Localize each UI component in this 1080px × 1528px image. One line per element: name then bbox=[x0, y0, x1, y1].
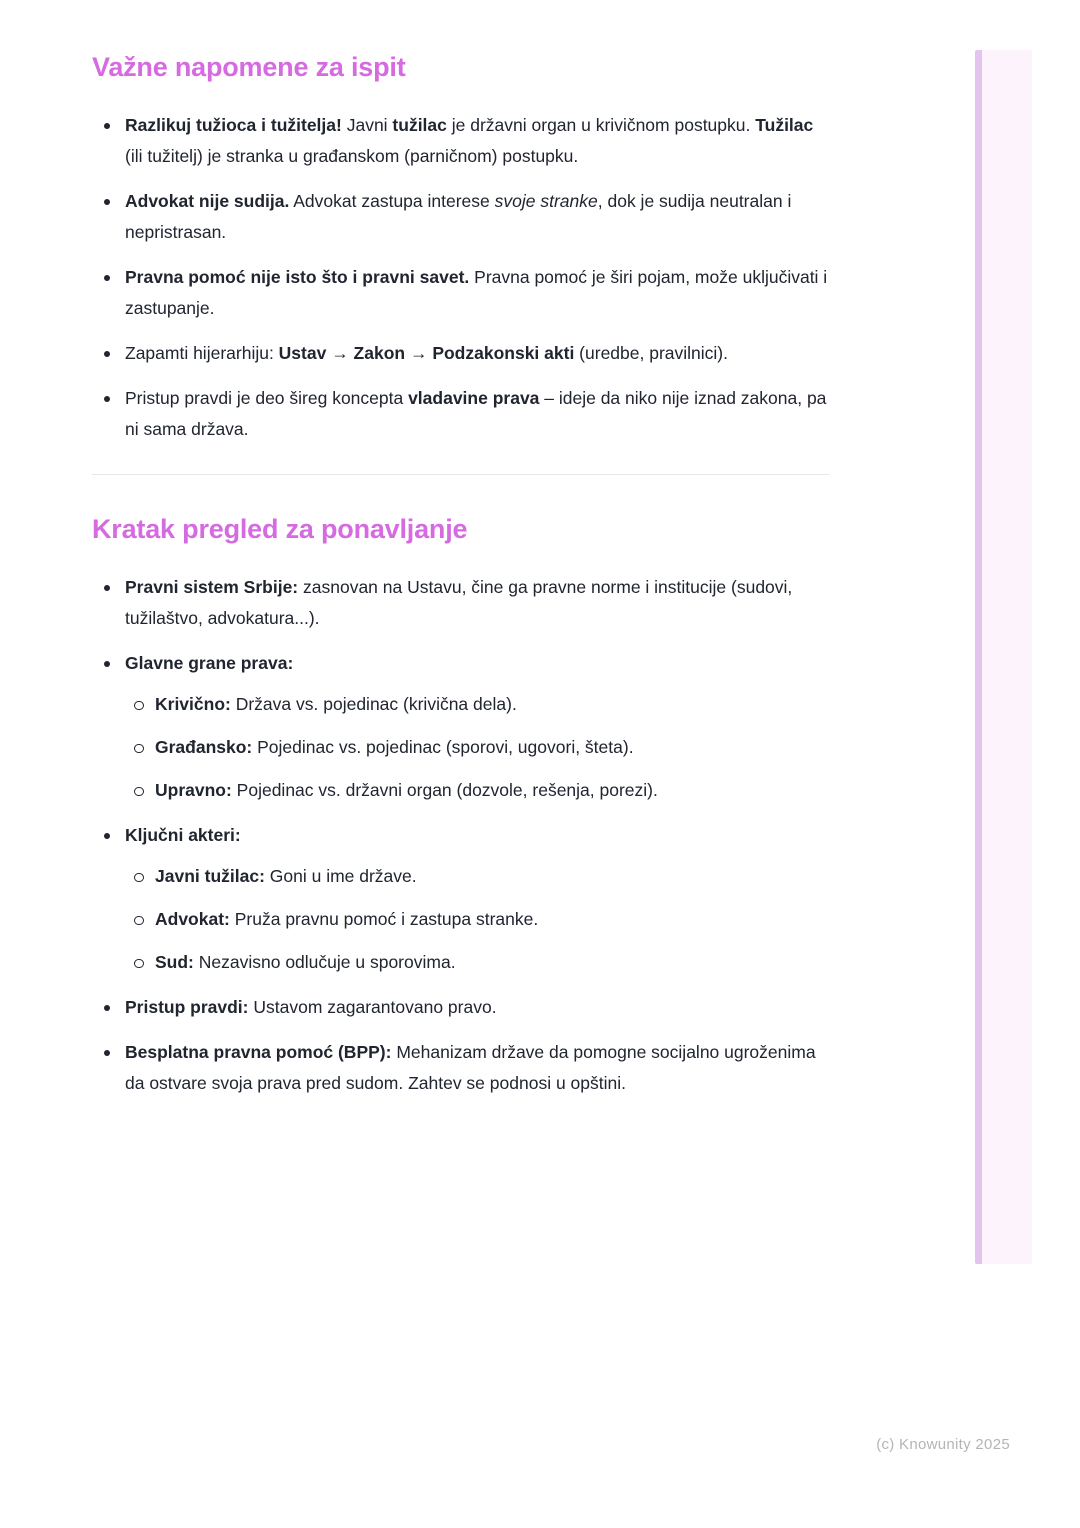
text-segment: vladavine prava bbox=[408, 388, 540, 408]
text-segment: Advokat zastupa interese bbox=[289, 191, 495, 211]
sub-bullet-list bbox=[125, 689, 829, 806]
text-segment: (ili tužitelj) je stranka u građanskom (parničnom) postupku. bbox=[125, 146, 579, 166]
list-item bbox=[92, 1037, 829, 1099]
text-segment: – ideje da niko nije iznad zakona, pa ni sama država. bbox=[125, 388, 827, 439]
list-item bbox=[92, 262, 829, 324]
sub-list-item bbox=[125, 904, 829, 935]
text-segment: Advokat nije sudija. bbox=[125, 191, 290, 211]
list-item bbox=[92, 572, 829, 634]
text-segment: Nezavisno odlučuje u sporovima. bbox=[193, 952, 456, 972]
text-segment: Sud: bbox=[155, 952, 194, 972]
text-segment: Goni u ime države. bbox=[264, 866, 417, 886]
page-edge-highlight bbox=[975, 50, 1032, 1264]
text-segment: Advokat: bbox=[155, 909, 230, 929]
section-review bbox=[92, 514, 829, 1099]
section-exam-notes bbox=[92, 52, 829, 445]
list-item bbox=[92, 992, 829, 1023]
list-item bbox=[92, 110, 829, 172]
text-segment: je državni organ u krivičnom postupku. bbox=[446, 115, 756, 135]
text-segment: Javni bbox=[341, 115, 393, 135]
text-segment: Pravna pomoć je širi pojam, može uključivati i zastupanje. bbox=[125, 267, 828, 318]
list-item bbox=[92, 338, 829, 369]
sub-bullet-list bbox=[125, 861, 829, 978]
list-item bbox=[92, 820, 829, 978]
text-segment: Pristup pravdi: bbox=[125, 997, 249, 1017]
bullet-list-review bbox=[92, 572, 829, 1099]
copyright-text: (c) Knowunity 2025 bbox=[876, 1436, 1010, 1453]
text-segment: Javni tužilac: bbox=[155, 866, 265, 886]
section-heading-exam-notes: Važne napomene za ispit bbox=[92, 52, 406, 82]
section-divider bbox=[92, 474, 829, 475]
text-segment: Upravno: bbox=[155, 780, 232, 800]
text-segment: Pravna pomoć nije isto što i pravni savet. bbox=[125, 267, 470, 287]
text-segment: Mehanizam države da pomogne socijalno ugroženima da ostvare svoja prava pred sudom. Zahtev se podnosi u opštini. bbox=[125, 1042, 816, 1093]
list-item bbox=[92, 186, 829, 248]
text-segment: Pristup pravdi je deo šireg koncepta bbox=[125, 388, 409, 408]
sub-list-item bbox=[125, 775, 829, 806]
text-segment: Besplatna pravna pomoć (BPP): bbox=[125, 1042, 392, 1062]
sub-list-item bbox=[125, 861, 829, 892]
text-segment: Pruža pravnu pomoć i zastupa stranke. bbox=[229, 909, 539, 929]
text-segment: Razlikuj tužioca i tužitelja! bbox=[125, 115, 342, 135]
list-item bbox=[92, 648, 829, 806]
text-segment: Pojedinac vs. pojedinac (sporovi, ugovori, šteta). bbox=[252, 737, 634, 757]
text-segment: Ključni akteri: bbox=[125, 825, 241, 845]
text-segment: Ustavom zagarantovano pravo. bbox=[248, 997, 497, 1017]
text-segment: Glavne grane prava: bbox=[125, 653, 294, 673]
text-segment: Pojedinac vs. državni organ (dozvole, rešenja, porezi). bbox=[231, 780, 658, 800]
text-segment: Pravni sistem Srbije: bbox=[125, 577, 299, 597]
page-footer bbox=[876, 1436, 1010, 1453]
text-segment: Ustav → Zakon → Podzakonski akti bbox=[278, 343, 575, 363]
sub-list-item bbox=[125, 689, 829, 720]
text-segment: tužilac bbox=[392, 115, 447, 135]
text-segment: Krivično: bbox=[155, 694, 231, 714]
text-segment: Zapamti hijerarhiju: bbox=[125, 343, 279, 363]
bullet-list-exam-notes bbox=[92, 110, 829, 445]
list-item bbox=[92, 383, 829, 445]
section-heading-review: Kratak pregled za ponavljanje bbox=[92, 514, 468, 544]
text-segment: zasnovan na Ustavu, čine ga pravne norme i institucije (sudovi, tužilaštvo, advokatura...). bbox=[125, 577, 793, 628]
text-segment: , dok je sudija neutralan i nepristrasan. bbox=[125, 191, 792, 242]
text-segment: Građansko: bbox=[155, 737, 253, 757]
document-content bbox=[92, 0, 829, 1113]
text-segment: svoje stranke bbox=[494, 191, 598, 211]
sub-list-item bbox=[125, 732, 829, 763]
text-segment: Država vs. pojedinac (krivična dela). bbox=[230, 694, 517, 714]
text-segment: Tužilac bbox=[755, 115, 814, 135]
sub-list-item bbox=[125, 947, 829, 978]
text-segment: (uredbe, pravilnici). bbox=[574, 343, 728, 363]
